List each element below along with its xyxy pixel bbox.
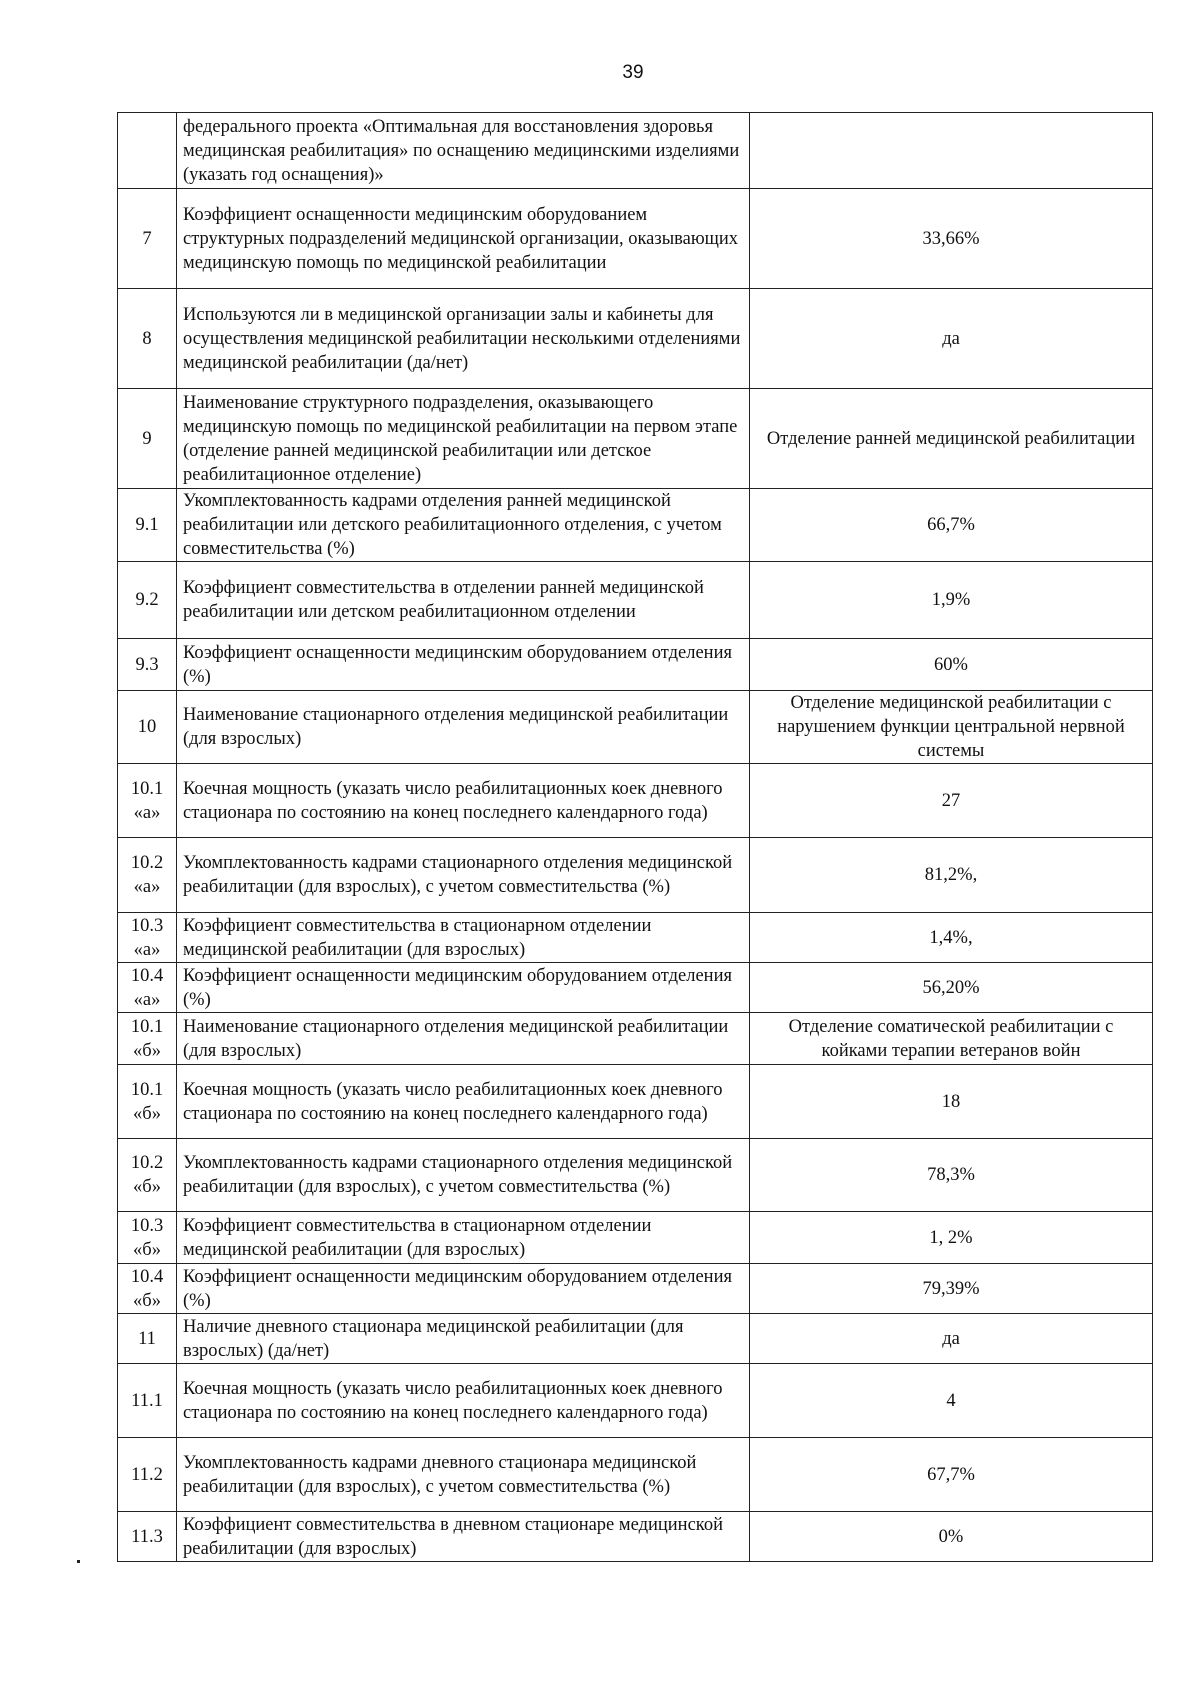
row-description: Наименование стационарного отделения медицинской реабилитации (для взрослых): [177, 1013, 750, 1065]
scan-speck: [77, 1560, 80, 1563]
row-value: да: [750, 1314, 1153, 1364]
row-number: 10.1 «а»: [118, 764, 177, 838]
indicators-table: [117, 112, 1153, 1562]
table-row: [118, 1364, 1153, 1438]
table-row: [118, 764, 1153, 838]
row-description: Наименование структурного подразделения, оказывающего медицинскую помощь по медицинской реабилитации на первом этапе (отделение ранней медицинской реабилитации или детское реабилитационное отделение): [177, 389, 750, 489]
table-row: [118, 1314, 1153, 1364]
table-row: [118, 1139, 1153, 1212]
row-description: Коечная мощность (указать число реабилитационных коек дневного стационара по состоянию на конец последнего календарного года): [177, 1364, 750, 1438]
row-description: Укомплектованность кадрами отделения ранней медицинской реабилитации или детского реабилитационного отделения, с учетом совместительства (%): [177, 489, 750, 562]
table-row: [118, 1512, 1153, 1562]
row-number: 10.3 «а»: [118, 913, 177, 963]
row-value: 4: [750, 1364, 1153, 1438]
row-value: Отделение соматической реабилитации с койками терапии ветеранов войн: [750, 1013, 1153, 1065]
row-value: Отделение медицинской реабилитации с нарушением функции центральной нервной системы: [750, 691, 1153, 764]
table-row: [118, 838, 1153, 913]
table-row: [118, 189, 1153, 289]
row-value: Отделение ранней медицинской реабилитации: [750, 389, 1153, 489]
table-row: [118, 1264, 1153, 1314]
table-row: [118, 691, 1153, 764]
table-row: [118, 1212, 1153, 1264]
page-number: 39: [622, 62, 644, 83]
row-description: Коечная мощность (указать число реабилитационных коек дневного стационара по состоянию на конец последнего календарного года): [177, 764, 750, 838]
row-description: Коэффициент оснащенности медицинским оборудованием структурных подразделений медицинской организации, оказывающих медицинскую помощь по медицинской реабилитации: [177, 189, 750, 289]
row-description: Укомплектованность кадрами дневного стационара медицинской реабилитации (для взрослых), с учетом совместительства (%): [177, 1438, 750, 1512]
row-value: 67,7%: [750, 1438, 1153, 1512]
table-row: [118, 1438, 1153, 1512]
row-value: 27: [750, 764, 1153, 838]
row-description: Коэффициент оснащенности медицинским оборудованием отделения (%): [177, 1264, 750, 1314]
row-description: Укомплектованность кадрами стационарного отделения медицинской реабилитации (для взрослых), с учетом совместительства (%): [177, 1139, 750, 1212]
row-value: 0%: [750, 1512, 1153, 1562]
row-number: 9.2: [118, 562, 177, 639]
row-number: 10.1 «б»: [118, 1065, 177, 1139]
row-number: 11.2: [118, 1438, 177, 1512]
row-value: [750, 113, 1153, 189]
row-value: 78,3%: [750, 1139, 1153, 1212]
row-description: Коэффициент совместительства в стационарном отделении медицинской реабилитации (для взрослых): [177, 913, 750, 963]
row-number: 10.1 «б»: [118, 1013, 177, 1065]
row-number: 11.3: [118, 1512, 177, 1562]
row-number: 9.3: [118, 639, 177, 691]
row-value: 66,7%: [750, 489, 1153, 562]
row-value: 33,66%: [750, 189, 1153, 289]
table-row: [118, 113, 1153, 189]
row-description: Коэффициент оснащенности медицинским оборудованием отделения (%): [177, 639, 750, 691]
row-description: Используются ли в медицинской организации залы и кабинеты для осуществления медицинской реабилитации несколькими отделениями медицинской реабилитации (да/нет): [177, 289, 750, 389]
row-description: Наименование стационарного отделения медицинской реабилитации (для взрослых): [177, 691, 750, 764]
row-number: 9.1: [118, 489, 177, 562]
table-row: [118, 639, 1153, 691]
row-number: 9: [118, 389, 177, 489]
row-value: да: [750, 289, 1153, 389]
row-number: 11.1: [118, 1364, 177, 1438]
row-number: 10.4 «б»: [118, 1264, 177, 1314]
table-row: [118, 963, 1153, 1013]
row-value: 1, 2%: [750, 1212, 1153, 1264]
row-number: 10.2 «б»: [118, 1139, 177, 1212]
row-description: Коэффициент совместительства в дневном стационаре медицинской реабилитации (для взрослых): [177, 1512, 750, 1562]
row-description: Коечная мощность (указать число реабилитационных коек дневного стационара по состоянию на конец последнего календарного года): [177, 1065, 750, 1139]
row-value: 18: [750, 1065, 1153, 1139]
row-description: Коэффициент оснащенности медицинским оборудованием отделения (%): [177, 963, 750, 1013]
row-description: федерального проекта «Оптимальная для восстановления здоровья медицинская реабилитация» по оснащению медицинскими изделиями (указать год оснащения)»: [177, 113, 750, 189]
table-row: [118, 289, 1153, 389]
row-number: 10.4 «а»: [118, 963, 177, 1013]
row-value: 79,39%: [750, 1264, 1153, 1314]
row-value: 81,2%,: [750, 838, 1153, 913]
row-value: 60%: [750, 639, 1153, 691]
row-number: 10.3 «б»: [118, 1212, 177, 1264]
row-description: Коэффициент совместительства в отделении ранней медицинской реабилитации или детском реабилитационном отделении: [177, 562, 750, 639]
row-number: 10.2 «а»: [118, 838, 177, 913]
row-number: 7: [118, 189, 177, 289]
row-value: 1,9%: [750, 562, 1153, 639]
table-row: [118, 1065, 1153, 1139]
table-row: [118, 913, 1153, 963]
row-number: 8: [118, 289, 177, 389]
table-row: [118, 1013, 1153, 1065]
row-value: 56,20%: [750, 963, 1153, 1013]
row-description: Коэффициент совместительства в стационарном отделении медицинской реабилитации (для взрослых): [177, 1212, 750, 1264]
row-description: Укомплектованность кадрами стационарного отделения медицинской реабилитации (для взрослых), с учетом совместительства (%): [177, 838, 750, 913]
row-number: 11: [118, 1314, 177, 1364]
row-value: 1,4%,: [750, 913, 1153, 963]
table-row: [118, 389, 1153, 489]
row-number: [118, 113, 177, 189]
table-row: [118, 562, 1153, 639]
row-number: 10: [118, 691, 177, 764]
table-row: [118, 489, 1153, 562]
row-description: Наличие дневного стационара медицинской реабилитации (для взрослых) (да/нет): [177, 1314, 750, 1364]
